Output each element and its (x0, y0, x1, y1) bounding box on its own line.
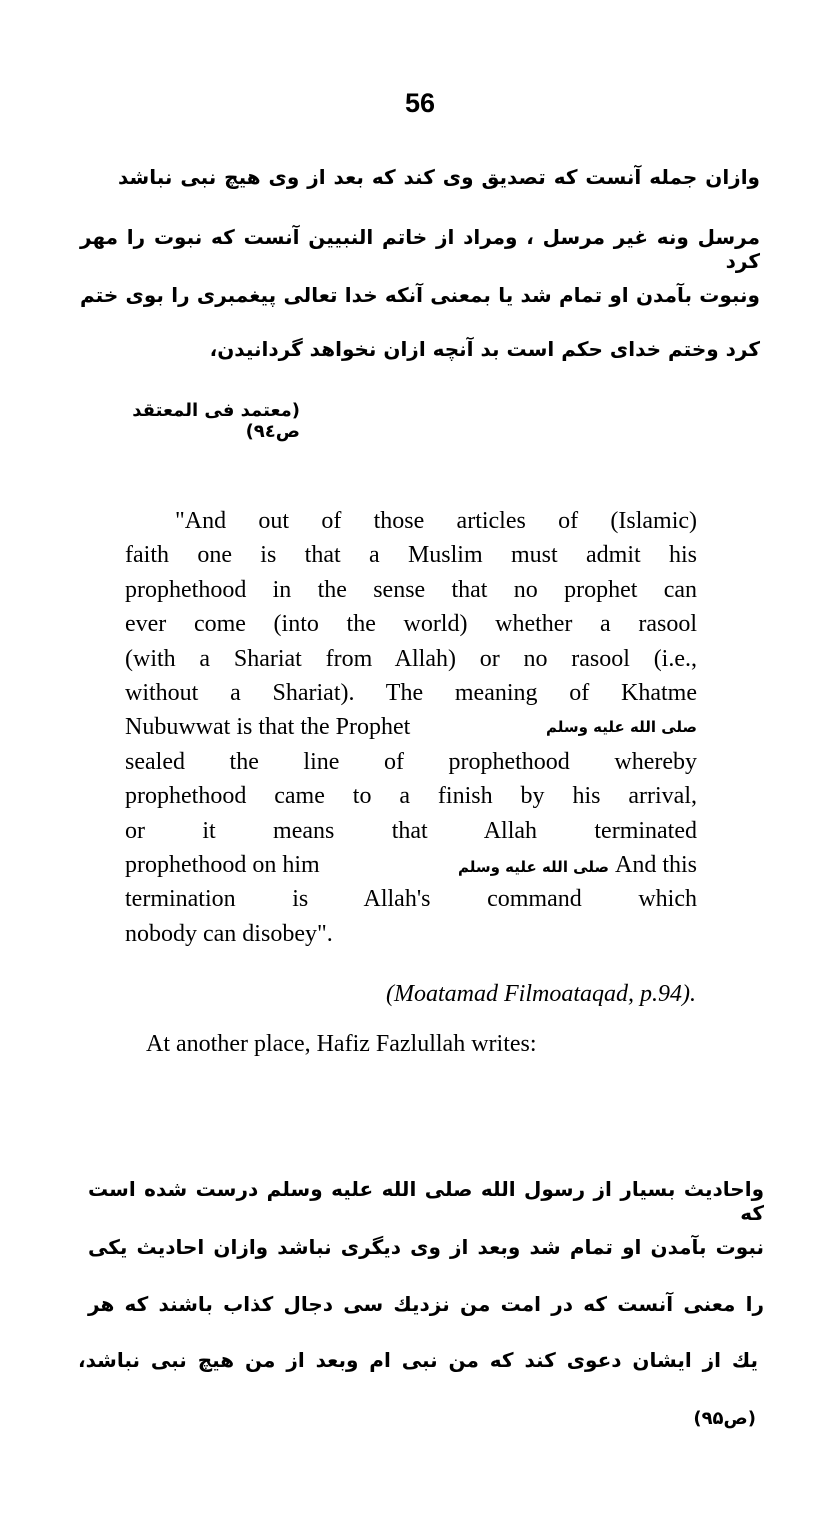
quote-line-text: Nubuwwat is that the Prophet (125, 714, 411, 740)
quote-line: without a Shariat). The meaning of Khatme (125, 680, 697, 706)
quote-line: prophethood in the sense that no prophet can (125, 577, 697, 603)
quote-line (125, 714, 697, 741)
persian-line: را معنی آنست که در امت من نزدیك سی دجال کذاب باشند که هر (88, 1292, 764, 1316)
persian-citation-1: (معتمد فی المعتقد ص۹٤) (132, 400, 300, 442)
quote-line: sealed the line of prophethood whereby (125, 749, 697, 775)
quote-line: or it means that Allah terminated (125, 818, 697, 844)
quote-line (125, 852, 697, 879)
quote-line: prophethood came to a finish by his arrival, (125, 783, 697, 809)
quote-line: faith one is that a Muslim must admit his (125, 542, 697, 568)
quote-line-tail-text: And this (614, 852, 697, 878)
persian-line: مرسل ونه غیر مرسل ، ومراد از خاتم النبیین آنست که نبوت را مهر کرد (80, 225, 760, 273)
page-number: 56 (404, 88, 436, 118)
honorific: صلی الله علیه وسلم (457, 858, 609, 876)
persian-line: نبوت بآمدن او تمام شد وبعد از وی دیگری نباشد وازان احادیث یکی (88, 1235, 764, 1259)
persian-line: کرد وختم خدای حکم است بد آنچه ازان نخواهد گردانیدن، (209, 337, 760, 361)
persian-line: وازان جمله آنست که تصدیق وی کند که بعد از وی هیچ نبی نباشد (118, 165, 760, 189)
quote-line: termination is Allah's command which (125, 886, 697, 912)
quote-line: "And out of those articles of (Islamic) (175, 508, 697, 534)
persian-citation-2: (ص۹۵) (693, 1408, 756, 1429)
quote-line-tail (458, 852, 697, 879)
persian-line: یك از ایشان دعوی کند که من نبی ام وبعد از من هیچ نبی نباشد، (78, 1348, 758, 1372)
quote-citation: (Moatamad Filmoataqad, p.94). (386, 981, 696, 1007)
persian-line: ونبوت بآمدن او تمام شد یا بمعنی آنکه خدا تعالی پیغمبری را بوی ختم (80, 283, 760, 307)
honorific: صلی الله علیه وسلم (545, 718, 697, 736)
persian-line: واحادیث بسیار از رسول الله صلی الله علیه وسلم درست شده است که (88, 1177, 764, 1225)
quote-line: nobody can disobey". (125, 921, 333, 947)
quote-line: ever come (into the world) whether a rasool (125, 611, 697, 637)
quote-line-text: prophethood on him (125, 852, 320, 878)
quote-line: (with a Shariat from Allah) or no rasool (i.e., (125, 646, 697, 672)
intro-line: At another place, Hafiz Fazlullah writes: (146, 1031, 537, 1057)
